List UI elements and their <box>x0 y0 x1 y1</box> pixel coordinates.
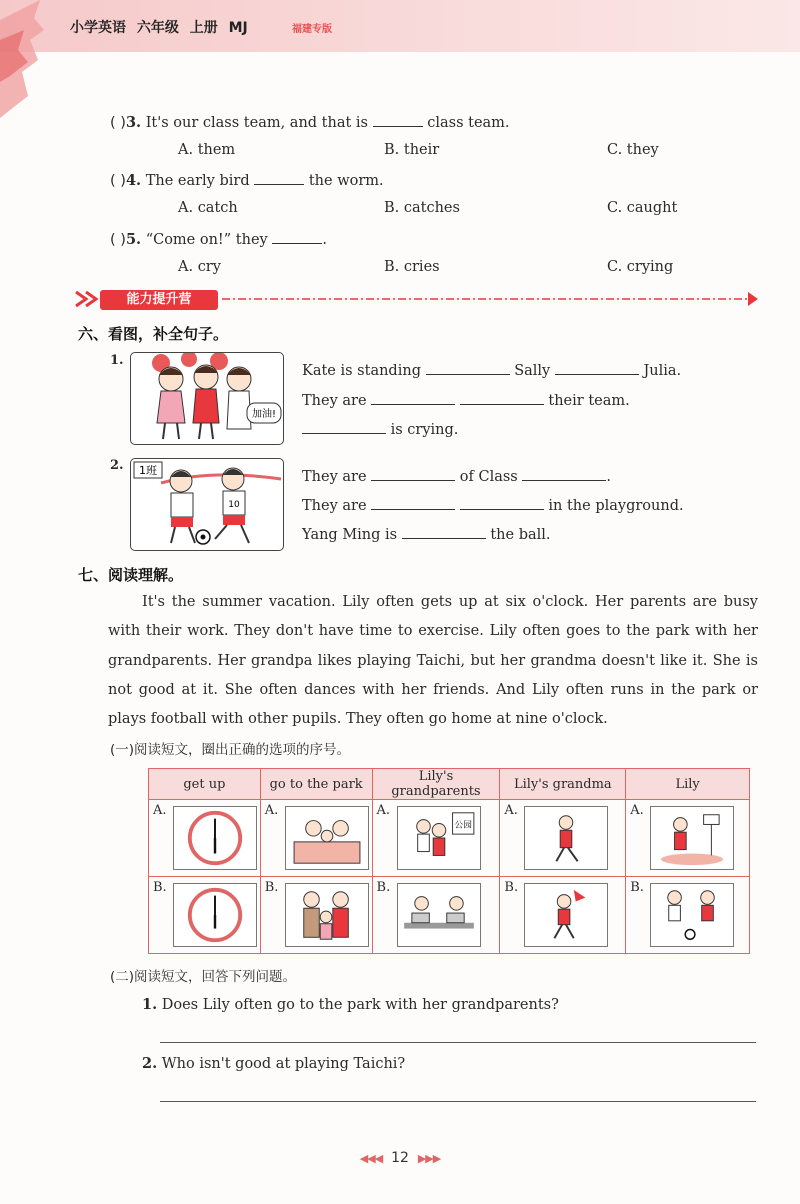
mc-question-4: ( )4. The early bird the worm. <box>110 172 384 189</box>
reading-passage: It's the summer vacation. Lily often gets up at six o'clock. Her parents are busy with their work. They don't have time to exercise. Lily often goes to the park with her grandparents. Her grandpa likes playing Taichi, but her grandma doesn't like it. She is not good at it. She often dances with her friends. And Lily often runs in the park or plays football with other pupils. They often go home at nine o'clock. <box>108 594 758 728</box>
section-title: 能力提升营 <box>100 290 218 310</box>
lily-football-icon <box>650 883 734 947</box>
mc-option-c: C. they <box>607 142 659 158</box>
book-title: 小学英语 六年级 上册 MJ <box>70 20 248 36</box>
q1-number: 1. <box>110 353 124 368</box>
football-boys-icon <box>131 459 284 551</box>
answer-blank[interactable] <box>402 525 486 539</box>
question-2: 2. Who isn't good at playing Taichi? <box>142 1055 406 1072</box>
q2-line-2: They are in the playground. <box>302 498 684 514</box>
grandma-dancing-icon <box>524 883 608 947</box>
option-cell[interactable]: A. <box>500 800 626 877</box>
answer-blank[interactable] <box>460 496 544 510</box>
table-header: Lily <box>626 769 750 800</box>
sub-instruction-1: (一)阅读短文，圈出正确的选项的序号。 <box>110 742 351 758</box>
answer-blank[interactable] <box>302 420 386 434</box>
mc-option-c: C. caught <box>607 200 678 216</box>
football-boys-picture <box>130 458 284 551</box>
option-cell[interactable]: B. <box>626 877 750 954</box>
table-header-row <box>149 769 750 800</box>
grandma-taichi-icon <box>524 806 608 870</box>
answer-blank[interactable] <box>373 113 423 127</box>
class-sign-text: 1班 <box>139 464 157 477</box>
page-number: 12 <box>391 1150 409 1166</box>
answer-blank[interactable] <box>426 361 510 375</box>
cheering-girls-picture <box>130 352 284 445</box>
jersey-number: 10 <box>228 500 240 510</box>
page-footer <box>0 1150 800 1166</box>
mc-option-b: B. their <box>384 142 440 158</box>
table-row <box>149 877 750 954</box>
option-cell[interactable]: A. <box>149 800 261 877</box>
part6-heading: 六、看图，补全句子。 <box>78 325 229 343</box>
table-row <box>149 800 750 877</box>
option-cell[interactable]: A. <box>260 800 372 877</box>
option-cell[interactable]: B. <box>372 877 500 954</box>
pagoda-decoration-icon <box>0 0 48 118</box>
table-header: Lily's grandparents <box>372 769 500 800</box>
q2-line-1: They are of Class . <box>302 469 611 485</box>
mc-question-5: ( )5. “Come on!” they . <box>110 231 327 248</box>
cheering-girls-icon <box>131 353 284 445</box>
question-1: 1. Does Lily often go to the park with her grandparents? <box>142 996 559 1013</box>
option-cell[interactable]: B. <box>260 877 372 954</box>
answer-blank[interactable] <box>555 361 639 375</box>
mc-question-3: ( )3. It's our class team, and that is class team. <box>110 114 510 131</box>
prev-arrows-icon: ◀◀◀ <box>359 1152 383 1165</box>
parents-working-icon <box>397 883 481 947</box>
q1-line-1: Kate is standing Sally Julia. <box>302 363 682 379</box>
answer-blank[interactable] <box>371 467 455 481</box>
mc-option-a: A. cry <box>178 259 221 275</box>
answer-blank[interactable] <box>254 171 304 185</box>
option-cell[interactable]: A. <box>626 800 750 877</box>
answer-line-1[interactable] <box>160 1042 756 1043</box>
answer-blank[interactable] <box>371 496 455 510</box>
q1-line-2: They are their team. <box>302 393 630 409</box>
next-arrows-icon: ▶▶▶ <box>417 1152 441 1165</box>
speech-bubble-text: 加油! <box>251 409 277 420</box>
picture-choice-table <box>148 768 750 954</box>
grandparents-park-icon <box>397 806 481 870</box>
mc-option-c: C. crying <box>607 259 674 275</box>
mc-option-b: B. cries <box>384 259 440 275</box>
answer-blank[interactable] <box>272 230 322 244</box>
sub-instruction-2: (二)阅读短文，回答下列问题。 <box>110 969 297 985</box>
edition-label: 福建专版 <box>292 24 332 35</box>
mc-option-a: A. them <box>178 142 236 158</box>
part7-heading: 七、阅读理解。 <box>78 566 184 584</box>
table-header: get up <box>149 769 261 800</box>
answer-blank[interactable] <box>460 391 544 405</box>
family-sofa-icon <box>285 806 369 870</box>
clock-six-icon <box>173 806 257 870</box>
q2-line-3: Yang Ming is the ball. <box>302 527 551 543</box>
table-header: Lily's grandma <box>500 769 626 800</box>
table-header: go to the park <box>260 769 372 800</box>
q1-line-3: is crying. <box>302 420 458 438</box>
family-portrait-icon <box>285 883 369 947</box>
answer-line-2[interactable] <box>160 1101 756 1102</box>
answer-blank[interactable] <box>522 467 606 481</box>
lily-basketball-icon <box>650 806 734 870</box>
mc-option-a: A. catch <box>178 200 238 216</box>
option-cell[interactable]: B. <box>500 877 626 954</box>
svg-text:公园: 公园 <box>454 820 472 831</box>
option-cell[interactable]: B. <box>149 877 261 954</box>
option-cell[interactable]: A. 公园 <box>372 800 500 877</box>
q2-number: 2. <box>110 458 124 473</box>
clock-nine-icon <box>173 883 257 947</box>
answer-blank[interactable] <box>371 391 455 405</box>
mc-option-b: B. catches <box>384 200 460 216</box>
